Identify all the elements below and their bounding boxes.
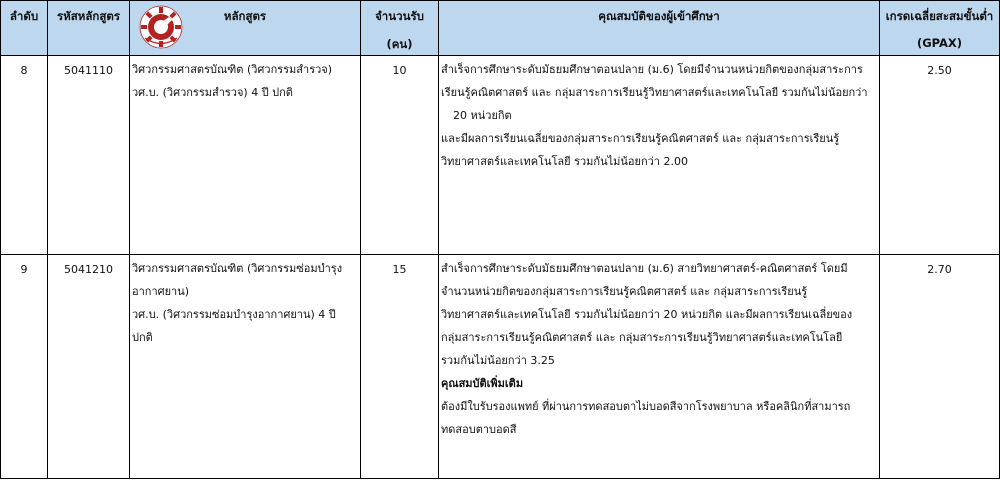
row-qualifications [439, 255, 880, 479]
header-code: รหัสหลักสูตร [48, 1, 130, 56]
extra-qualification-heading: คุณสมบัติเพิ่มเติม [441, 377, 524, 390]
program-degree: วศ.บ. (วิศวกรรมซ่อมบำรุงอากาศยาน) 4 ปี ปกติ [132, 308, 336, 344]
row-no: 9 [1, 255, 48, 479]
header-gpax: เกรดเฉลี่ยสะสมขั้นต่ำ (GPAX) [880, 1, 1000, 56]
qualification-line: ทดสอบตาบอดสี [441, 423, 517, 436]
row-qualifications [439, 56, 880, 255]
row-gpax: 2.50 [880, 56, 1000, 255]
header-seats: จำนวนรับ (คน) [361, 1, 439, 56]
qualification-line: รวมกันไม่น้อยกว่า 3.25 [441, 354, 555, 367]
qualification-line: ต้องมีใบรับรองแพทย์ ที่ผ่านการทดสอบตาไม่บอดสีจากโรงพยาบาล หรือคลินิกที่สามารถ [441, 400, 851, 413]
row-no: 8 [1, 56, 48, 255]
header-no: ลำดับ [1, 1, 48, 56]
row-code: 5041110 [48, 56, 130, 255]
row-seats: 15 [361, 255, 439, 479]
qualification-line: สำเร็จการศึกษาระดับมัธยมศึกษาตอนปลาย (ม.6) สายวิทยาศาสตร์-คณิตศาสตร์ โดยมี [441, 262, 848, 275]
table-row [1, 56, 1000, 255]
qualification-line: และมีผลการเรียนเฉลี่ยของกลุ่มสาระการเรียนรู้คณิตศาสตร์ และ กลุ่มสาระการเรียนรู้ [441, 132, 840, 145]
qualification-line: วิทยาศาสตร์และเทคโนโลยี รวมกันไม่น้อยกว่า 2.00 [441, 155, 688, 168]
program-name: อากาศยาน) [132, 285, 190, 298]
table-row [1, 255, 1000, 479]
qualification-line: สำเร็จการศึกษาระดับมัธยมศึกษาตอนปลาย (ม.6) โดยมีจำนวนหน่วยกิตของกลุ่มสาระการ [441, 63, 863, 76]
row-program [130, 56, 361, 255]
row-seats: 10 [361, 56, 439, 255]
program-degree: วศ.บ. (วิศวกรรมสำรวจ) 4 ปี ปกติ [132, 86, 293, 99]
qualification-line: จำนวนหน่วยกิตของกลุ่มสาระการเรียนรู้คณิตศาสตร์ และ กลุ่มสาระการเรียนรู้ [441, 285, 808, 298]
table-header-row [1, 1, 1000, 56]
row-program [130, 255, 361, 479]
header-program: หลักสูตร [130, 1, 361, 56]
qualification-line: วิทยาศาสตร์และเทคโนโลยี รวมกันไม่น้อยกว่า 20 หน่วยกิต และมีผลการเรียนเฉลี่ยของ [441, 308, 853, 321]
header-qualifications: คุณสมบัติของผู้เข้าศึกษา [439, 1, 880, 56]
qualification-line: 20 หน่วยกิต [453, 109, 512, 122]
row-code: 5041210 [48, 255, 130, 479]
program-name: วิศวกรรมศาสตรบัณฑิต (วิศวกรรมสำรวจ) [132, 63, 333, 76]
qualification-line: กลุ่มสาระการเรียนรู้คณิตศาสตร์ และ กลุ่มสาระการเรียนรู้วิทยาศาสตร์และเทคโนโลยี [441, 331, 843, 344]
program-name: วิศวกรรมศาสตรบัณฑิต (วิศวกรรมซ่อมบำรุง [132, 262, 343, 275]
row-gpax: 2.70 [880, 255, 1000, 479]
qualification-line: เรียนรู้คณิตศาสตร์ และ กลุ่มสาระการเรียนรู้วิทยาศาสตร์และเทคโนโลยี รวมกันไม่น้อยกว่า [441, 86, 868, 99]
